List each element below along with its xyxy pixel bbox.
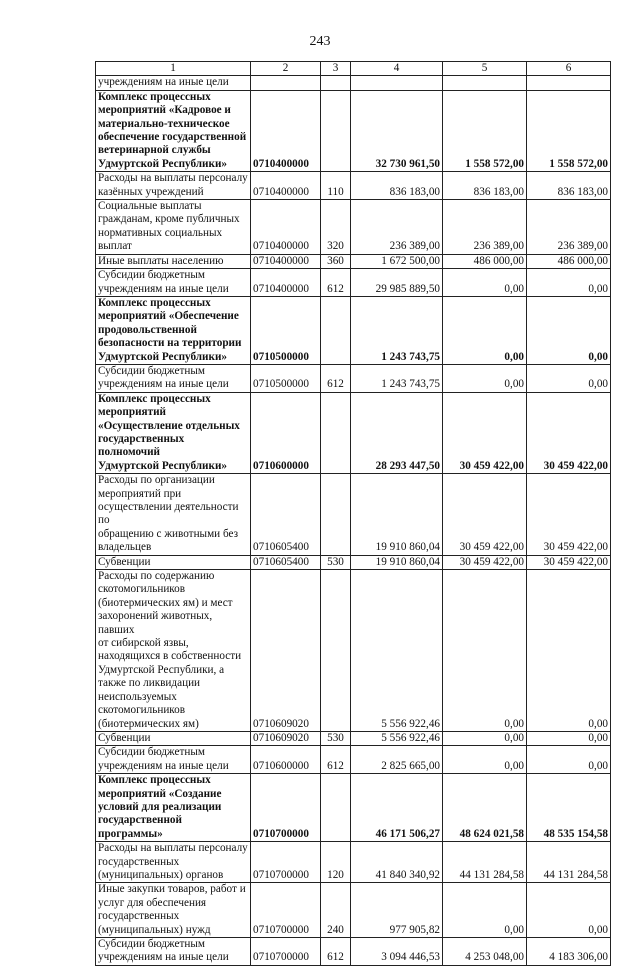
row-amount-year1-cell: 5 556 922,46	[351, 570, 443, 732]
table-row	[96, 254, 611, 268]
row-code-cell: 0710500000	[251, 364, 321, 392]
row-amount-year2-cell: 236 389,00	[443, 200, 527, 255]
row-name-cell: Субсидии бюджетным учреждениям на иные цели	[96, 269, 251, 297]
row-name-cell: Расходы по организации мероприятий при осуществлении деятельности по обращению с животными без владельцев	[96, 474, 251, 555]
row-amount-year1-cell: 46 171 506,27	[351, 774, 443, 842]
row-code-cell: 0710400000	[251, 90, 321, 171]
row-expense-type-cell: 240	[321, 883, 351, 938]
row-amount-year1-cell: 236 389,00	[351, 200, 443, 255]
row-expense-type-cell: 110	[321, 172, 351, 200]
row-name-cell: Социальные выплаты гражданам, кроме публичных нормативных социальных выплат	[96, 200, 251, 255]
row-amount-year2-cell: 0,00	[443, 269, 527, 297]
row-name-cell: Комплекс процессных мероприятий «Обеспечение продовольственной безопасности на территории Удмуртской Республики»	[96, 296, 251, 364]
table-row	[96, 474, 611, 555]
row-expense-type-cell: 612	[321, 364, 351, 392]
row-code-cell: 0710400000	[251, 172, 321, 200]
row-amount-year2-cell: 0,00	[443, 296, 527, 364]
row-amount-year3-cell: 0,00	[527, 746, 611, 774]
row-name-cell: Комплекс процессных мероприятий «Кадровое и материально-техническое обеспечение государственной ветеринарной службы Удмуртской Республики»	[96, 90, 251, 171]
row-amount-year2-cell: 836 183,00	[443, 172, 527, 200]
header-col-1: 1	[96, 62, 251, 76]
row-amount-year3-cell: 236 389,00	[527, 200, 611, 255]
row-amount-year3-cell: 0,00	[527, 296, 611, 364]
row-amount-year1-cell	[351, 76, 443, 90]
row-amount-year3-cell	[527, 76, 611, 90]
row-name-cell: Расходы на выплаты персоналу государственных (муниципальных) органов	[96, 842, 251, 883]
header-col-3: 3	[321, 62, 351, 76]
row-code-cell: 0710609020	[251, 731, 321, 745]
row-amount-year3-cell: 30 459 422,00	[527, 474, 611, 555]
row-code-cell: 0710700000	[251, 938, 321, 966]
row-amount-year3-cell: 4 183 306,00	[527, 938, 611, 966]
row-amount-year1-cell: 29 985 889,50	[351, 269, 443, 297]
table-row	[96, 90, 611, 171]
row-amount-year2-cell: 0,00	[443, 746, 527, 774]
row-amount-year3-cell: 0,00	[527, 731, 611, 745]
row-amount-year3-cell: 836 183,00	[527, 172, 611, 200]
row-code-cell: 0710600000	[251, 392, 321, 473]
row-amount-year2-cell: 44 131 284,58	[443, 842, 527, 883]
row-expense-type-cell: 612	[321, 746, 351, 774]
table-row	[96, 76, 611, 90]
table-row	[96, 938, 611, 966]
header-col-2: 2	[251, 62, 321, 76]
row-code-cell: 0710400000	[251, 200, 321, 255]
row-amount-year3-cell: 30 459 422,00	[527, 392, 611, 473]
table-row	[96, 364, 611, 392]
row-name-cell: Расходы на выплаты персоналу казённых учреждений	[96, 172, 251, 200]
row-amount-year1-cell: 836 183,00	[351, 172, 443, 200]
row-amount-year3-cell: 0,00	[527, 269, 611, 297]
row-amount-year2-cell: 0,00	[443, 883, 527, 938]
row-amount-year3-cell: 30 459 422,00	[527, 555, 611, 569]
row-code-cell: 0710609020	[251, 570, 321, 732]
budget-table	[95, 61, 611, 966]
row-amount-year1-cell: 19 910 860,04	[351, 474, 443, 555]
row-code-cell: 0710700000	[251, 774, 321, 842]
row-amount-year2-cell: 4 253 048,00	[443, 938, 527, 966]
table-row	[96, 570, 611, 732]
table-row	[96, 296, 611, 364]
row-code-cell: 0710700000	[251, 842, 321, 883]
row-amount-year3-cell: 0,00	[527, 364, 611, 392]
row-code-cell: 0710500000	[251, 296, 321, 364]
row-name-cell: Иные закупки товаров, работ и услуг для обеспечения государственных (муниципальных) нужд	[96, 883, 251, 938]
table-row	[96, 774, 611, 842]
row-amount-year3-cell: 44 131 284,58	[527, 842, 611, 883]
row-name-cell: Комплекс процессных мероприятий «Создание условий для реализации государственной программы»	[96, 774, 251, 842]
row-name-cell: Расходы по содержанию скотомогильников (биотермических ям) и мест захоронений животных, павших от сибирской язвы, находящихся в собственности Удмуртской Республики, а также по ликвидации неиспользуемых скотомогильников (биотермических ям)	[96, 570, 251, 732]
row-expense-type-cell: 530	[321, 731, 351, 745]
row-expense-type-cell	[321, 774, 351, 842]
row-code-cell: 0710400000	[251, 254, 321, 268]
table-row	[96, 392, 611, 473]
header-row	[96, 62, 611, 76]
row-amount-year3-cell: 0,00	[527, 883, 611, 938]
row-name-cell: учреждениям на иные цели	[96, 76, 251, 90]
row-expense-type-cell: 612	[321, 938, 351, 966]
header-col-6: 6	[527, 62, 611, 76]
row-expense-type-cell	[321, 296, 351, 364]
row-expense-type-cell	[321, 570, 351, 732]
row-amount-year1-cell: 32 730 961,50	[351, 90, 443, 171]
row-name-cell: Субсидии бюджетным учреждениям на иные цели	[96, 938, 251, 966]
row-expense-type-cell: 320	[321, 200, 351, 255]
row-expense-type-cell	[321, 392, 351, 473]
row-code-cell: 0710605400	[251, 474, 321, 555]
row-code-cell: 0710400000	[251, 269, 321, 297]
row-amount-year1-cell: 977 905,82	[351, 883, 443, 938]
header-col-5: 5	[443, 62, 527, 76]
row-amount-year3-cell: 1 558 572,00	[527, 90, 611, 171]
row-amount-year2-cell: 1 558 572,00	[443, 90, 527, 171]
row-name-cell: Субвенции	[96, 731, 251, 745]
table-row	[96, 172, 611, 200]
row-amount-year2-cell: 48 624 021,58	[443, 774, 527, 842]
row-expense-type-cell: 612	[321, 269, 351, 297]
table-row	[96, 555, 611, 569]
row-amount-year2-cell: 30 459 422,00	[443, 474, 527, 555]
row-name-cell: Комплекс процессных мероприятий «Осуществление отдельных государственных полномочий Удмуртской Республики»	[96, 392, 251, 473]
row-amount-year2-cell: 486 000,00	[443, 254, 527, 268]
row-amount-year1-cell: 41 840 340,92	[351, 842, 443, 883]
row-code-cell: 0710605400	[251, 555, 321, 569]
row-expense-type-cell	[321, 76, 351, 90]
row-amount-year1-cell: 1 243 743,75	[351, 296, 443, 364]
row-amount-year2-cell	[443, 76, 527, 90]
row-amount-year3-cell: 486 000,00	[527, 254, 611, 268]
row-expense-type-cell	[321, 90, 351, 171]
table-row	[96, 269, 611, 297]
row-amount-year2-cell: 0,00	[443, 364, 527, 392]
table-row	[96, 883, 611, 938]
row-amount-year2-cell: 0,00	[443, 731, 527, 745]
row-expense-type-cell	[321, 474, 351, 555]
row-expense-type-cell: 530	[321, 555, 351, 569]
row-name-cell: Иные выплаты населению	[96, 254, 251, 268]
header-col-4: 4	[351, 62, 443, 76]
row-code-cell	[251, 76, 321, 90]
row-amount-year1-cell: 3 094 446,53	[351, 938, 443, 966]
row-amount-year1-cell: 1 243 743,75	[351, 364, 443, 392]
row-expense-type-cell: 360	[321, 254, 351, 268]
row-amount-year1-cell: 1 672 500,00	[351, 254, 443, 268]
table-row	[96, 842, 611, 883]
row-amount-year3-cell: 48 535 154,58	[527, 774, 611, 842]
row-amount-year1-cell: 19 910 860,04	[351, 555, 443, 569]
row-amount-year2-cell: 30 459 422,00	[443, 392, 527, 473]
table-row	[96, 731, 611, 745]
row-amount-year1-cell: 5 556 922,46	[351, 731, 443, 745]
row-amount-year3-cell: 0,00	[527, 570, 611, 732]
row-name-cell: Субсидии бюджетным учреждениям на иные цели	[96, 364, 251, 392]
row-name-cell: Субсидии бюджетным учреждениям на иные цели	[96, 746, 251, 774]
table-row	[96, 200, 611, 255]
row-code-cell: 0710600000	[251, 746, 321, 774]
row-expense-type-cell: 120	[321, 842, 351, 883]
table-row	[96, 746, 611, 774]
row-amount-year1-cell: 28 293 447,50	[351, 392, 443, 473]
row-amount-year2-cell: 30 459 422,00	[443, 555, 527, 569]
row-amount-year2-cell: 0,00	[443, 570, 527, 732]
page-number: 243	[309, 34, 331, 49]
row-name-cell: Субвенции	[96, 555, 251, 569]
row-code-cell: 0710700000	[251, 883, 321, 938]
row-amount-year1-cell: 2 825 665,00	[351, 746, 443, 774]
